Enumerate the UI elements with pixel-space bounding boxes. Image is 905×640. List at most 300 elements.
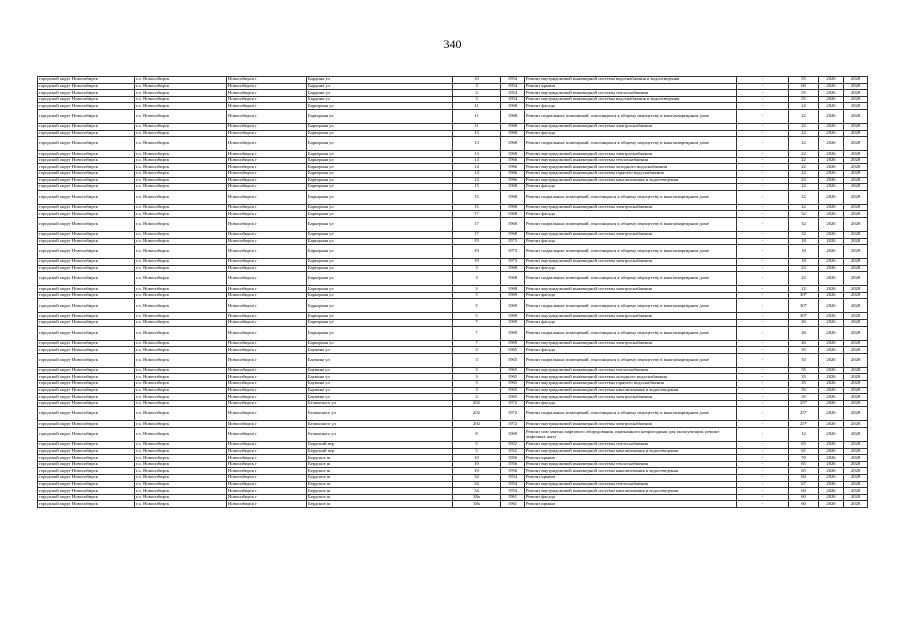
- cell-municipality: городской округ Новосибирск: [38, 170, 135, 177]
- cell-build-year: 1965: [501, 394, 525, 401]
- cell-build-year: 1968: [501, 151, 525, 158]
- cell-plan-end-year: 2028: [844, 190, 868, 204]
- cell-municipal-unit: г.о. Новосибирск: [135, 428, 227, 442]
- cell-dash-column: -: [737, 83, 789, 90]
- cell-service-life: 65: [789, 442, 819, 449]
- cell-dash-column: -: [737, 184, 789, 191]
- cell-plan-start-year: 2026: [819, 190, 844, 204]
- cell-settlement: Новосибирск г: [227, 204, 307, 211]
- cell-settlement: Новосибирск г: [227, 326, 307, 340]
- table-row: [38, 265, 868, 272]
- cell-house-number: 17: [453, 211, 501, 218]
- cell-plan-start-year: 2026: [819, 367, 844, 374]
- capital-repair-table: [37, 76, 868, 508]
- table-row: [38, 461, 868, 468]
- cell-settlement: Новосибирск г: [227, 407, 307, 421]
- cell-dash-column: -: [737, 211, 789, 218]
- cell-dash-column: -: [737, 313, 789, 320]
- cell-settlement: Новосибирск г: [227, 231, 307, 238]
- cell-service-life: 35: [789, 347, 819, 354]
- cell-plan-end-year: 2028: [844, 428, 868, 442]
- cell-build-year: 1973: [501, 245, 525, 259]
- cell-work-type: Ремонт фасада: [525, 211, 737, 218]
- cell-plan-end-year: 2028: [844, 374, 868, 381]
- cell-plan-end-year: 2028: [844, 313, 868, 320]
- cell-house-number: 17: [453, 217, 501, 231]
- cell-build-year: 1973: [501, 238, 525, 245]
- cell-plan-end-year: 2028: [844, 474, 868, 481]
- cell-dash-column: -: [737, 381, 789, 388]
- cell-municipal-unit: г.о. Новосибирск: [135, 468, 227, 475]
- cell-build-year: 1965: [501, 381, 525, 388]
- cell-street: Баумана ул: [307, 381, 453, 388]
- table-row: [38, 340, 868, 347]
- cell-dash-column: -: [737, 461, 789, 468]
- cell-build-year: 1972: [501, 407, 525, 421]
- cell-work-type: Ремонт внутридомовой инженерной системы электроснабжения: [525, 259, 737, 266]
- cell-build-year: 1968: [501, 265, 525, 272]
- cell-house-number: 5: [453, 313, 501, 320]
- cell-municipality: городской округ Новосибирск: [38, 468, 135, 475]
- cell-build-year: 1952: [501, 448, 525, 455]
- cell-settlement: Новосибирск г: [227, 292, 307, 299]
- cell-plan-end-year: 2028: [844, 326, 868, 340]
- cell-municipality: городской округ Новосибирск: [38, 501, 135, 508]
- cell-municipal-unit: г.о. Новосибирск: [135, 245, 227, 259]
- cell-plan-start-year: 2026: [819, 137, 844, 151]
- cell-build-year: 1968: [501, 272, 525, 286]
- table-row: [38, 90, 868, 97]
- cell-service-life: 22: [789, 272, 819, 286]
- cell-street: Барьерная ул: [307, 151, 453, 158]
- cell-work-type: Ремонт внутридомовой инженерной системы холодного водоснабжения: [525, 164, 737, 171]
- cell-municipality: городской округ Новосибирск: [38, 400, 135, 407]
- cell-street: Баумана ул: [307, 374, 453, 381]
- cell-dash-column: -: [737, 400, 789, 407]
- cell-build-year: 1972: [501, 421, 525, 428]
- table-row: [38, 488, 868, 495]
- cell-municipal-unit: г.о. Новосибирск: [135, 421, 227, 428]
- cell-municipal-unit: г.о. Новосибирск: [135, 367, 227, 374]
- cell-municipal-unit: г.о. Новосибирск: [135, 259, 227, 266]
- cell-municipality: городской округ Новосибирск: [38, 455, 135, 462]
- cell-settlement: Новосибирск г: [227, 103, 307, 110]
- cell-plan-start-year: 2026: [819, 299, 844, 313]
- cell-municipality: городской округ Новосибирск: [38, 103, 135, 110]
- cell-plan-start-year: 2026: [819, 387, 844, 394]
- cell-municipality: городской округ Новосибирск: [38, 387, 135, 394]
- cell-plan-end-year: 2028: [844, 137, 868, 151]
- cell-settlement: Новосибирск г: [227, 340, 307, 347]
- cell-service-life: 22: [789, 137, 819, 151]
- cell-build-year: 1969: [501, 320, 525, 327]
- cell-plan-end-year: 2028: [844, 381, 868, 388]
- cell-plan-start-year: 2026: [819, 461, 844, 468]
- cell-house-number: 3: [453, 83, 501, 90]
- cell-service-life: 18: [789, 245, 819, 259]
- cell-plan-end-year: 2028: [844, 455, 868, 462]
- cell-plan-start-year: 2026: [819, 353, 844, 367]
- cell-plan-start-year: 2026: [819, 217, 844, 231]
- cell-build-year: 1972: [501, 400, 525, 407]
- table-row: [38, 367, 868, 374]
- cell-work-type: Ремонт фасада: [525, 103, 737, 110]
- cell-build-year: 1969: [501, 428, 525, 442]
- cell-build-year: 1969: [501, 340, 525, 347]
- cell-plan-end-year: 2028: [844, 367, 868, 374]
- cell-plan-start-year: 2026: [819, 468, 844, 475]
- cell-house-number: 34: [453, 488, 501, 495]
- cell-dash-column: -: [737, 374, 789, 381]
- cell-house-number: 3: [453, 90, 501, 97]
- cell-service-life: 35: [789, 374, 819, 381]
- cell-street: Барьерная ул: [307, 204, 453, 211]
- cell-house-number: 7: [453, 340, 501, 347]
- cell-settlement: Новосибирск г: [227, 299, 307, 313]
- cell-service-life: 22: [789, 265, 819, 272]
- cell-municipality: городской округ Новосибирск: [38, 177, 135, 184]
- cell-dash-column: -: [737, 190, 789, 204]
- cell-service-life: 67: [789, 481, 819, 488]
- cell-plan-end-year: 2028: [844, 130, 868, 137]
- cell-municipal-unit: г.о. Новосибирск: [135, 137, 227, 151]
- cell-plan-end-year: 2028: [844, 481, 868, 488]
- cell-settlement: Новосибирск г: [227, 164, 307, 171]
- cell-municipal-unit: г.о. Новосибирск: [135, 265, 227, 272]
- cell-municipal-unit: г.о. Новосибирск: [135, 157, 227, 164]
- cell-dash-column: -: [737, 367, 789, 374]
- cell-municipal-unit: г.о. Новосибирск: [135, 347, 227, 354]
- table-row: [38, 387, 868, 394]
- table-row: [38, 501, 868, 508]
- cell-plan-end-year: 2028: [844, 299, 868, 313]
- table-row: [38, 170, 868, 177]
- cell-plan-start-year: 2026: [819, 96, 844, 103]
- cell-dash-column: -: [737, 170, 789, 177]
- cell-plan-end-year: 2028: [844, 90, 868, 97]
- cell-plan-start-year: 2026: [819, 90, 844, 97]
- cell-municipality: городской округ Новосибирск: [38, 347, 135, 354]
- cell-work-type: Ремонт крыши: [525, 474, 737, 481]
- cell-street: Барьерная ул: [307, 299, 453, 313]
- cell-settlement: Новосибирск г: [227, 109, 307, 123]
- cell-dash-column: -: [737, 259, 789, 266]
- table-row: [38, 137, 868, 151]
- cell-municipal-unit: г.о. Новосибирск: [135, 461, 227, 468]
- cell-plan-start-year: 2026: [819, 455, 844, 462]
- cell-work-type: Ремонт фасада: [525, 320, 737, 327]
- cell-build-year: 1954: [501, 90, 525, 97]
- table-row: [38, 442, 868, 449]
- cell-street: Баумана ул: [307, 353, 453, 367]
- cell-settlement: Новосибирск г: [227, 313, 307, 320]
- cell-municipality: городской округ Новосибирск: [38, 204, 135, 211]
- cell-build-year: 1965: [501, 347, 525, 354]
- cell-plan-start-year: 2026: [819, 259, 844, 266]
- cell-work-type: Ремонт внутридомовой инженерной системы теплоснабжения: [525, 367, 737, 374]
- cell-house-number: 8: [453, 428, 501, 442]
- cell-dash-column: -: [737, 299, 789, 313]
- cell-work-type: Ремонт или замена лифтового оборудования, признанного непригодным для эксплуатации, ремонт лифтовых шахт: [525, 428, 737, 442]
- cell-settlement: Новосибирск г: [227, 494, 307, 501]
- cell-work-type: Ремонт внутридомовой инженерной системы канализования и водоотведения: [525, 177, 737, 184]
- cell-house-number: 38а: [453, 501, 501, 508]
- table-row: [38, 177, 868, 184]
- cell-municipality: городской округ Новосибирск: [38, 326, 135, 340]
- cell-plan-start-year: 2026: [819, 109, 844, 123]
- cell-municipality: городской округ Новосибирск: [38, 190, 135, 204]
- table-row: [38, 157, 868, 164]
- cell-municipal-unit: г.о. Новосибирск: [135, 83, 227, 90]
- cell-plan-start-year: 2026: [819, 245, 844, 259]
- cell-house-number: 15: [453, 204, 501, 211]
- cell-plan-start-year: 2026: [819, 347, 844, 354]
- cell-municipal-unit: г.о. Новосибирск: [135, 204, 227, 211]
- cell-service-life: 22: [789, 184, 819, 191]
- table-row: [38, 103, 868, 110]
- cell-service-life: 22: [789, 109, 819, 123]
- cell-work-type: Ремонт внутридомовой инженерной системы электроснабжения: [525, 151, 737, 158]
- cell-settlement: Новосибирск г: [227, 448, 307, 455]
- cell-municipal-unit: г.о. Новосибирск: [135, 474, 227, 481]
- cell-plan-start-year: 2026: [819, 157, 844, 164]
- table-row: [38, 190, 868, 204]
- cell-settlement: Новосибирск г: [227, 421, 307, 428]
- cell-dash-column: -: [737, 442, 789, 449]
- cell-street: Баумана ул: [307, 394, 453, 401]
- cell-dash-column: -: [737, 387, 789, 394]
- cell-house-number: 202: [453, 407, 501, 421]
- cell-build-year: 1968: [501, 137, 525, 151]
- cell-house-number: 10: [453, 468, 501, 475]
- cell-dash-column: -: [737, 217, 789, 231]
- cell-settlement: Новосибирск г: [227, 170, 307, 177]
- cell-municipal-unit: г.о. Новосибирск: [135, 340, 227, 347]
- cell-dash-column: -: [737, 481, 789, 488]
- cell-plan-start-year: 2026: [819, 407, 844, 421]
- cell-build-year: 1965: [501, 387, 525, 394]
- cell-plan-start-year: 2026: [819, 204, 844, 211]
- table-row: [38, 394, 868, 401]
- cell-service-life: 35: [789, 367, 819, 374]
- cell-municipality: городской округ Новосибирск: [38, 137, 135, 151]
- cell-settlement: Новосибирск г: [227, 272, 307, 286]
- cell-municipality: городской округ Новосибирск: [38, 381, 135, 388]
- cell-plan-end-year: 2028: [844, 461, 868, 468]
- cell-plan-start-year: 2026: [819, 313, 844, 320]
- cell-street: Барьерная ул: [307, 320, 453, 327]
- cell-dash-column: -: [737, 238, 789, 245]
- cell-municipality: городской округ Новосибирск: [38, 474, 135, 481]
- table-body: [38, 77, 868, 508]
- cell-build-year: 1954: [501, 96, 525, 103]
- cell-municipality: городской округ Новосибирск: [38, 96, 135, 103]
- cell-house-number: 3: [453, 353, 501, 367]
- cell-plan-start-year: 2026: [819, 481, 844, 488]
- cell-settlement: Новосибирск г: [227, 286, 307, 293]
- cell-house-number: 15: [453, 190, 501, 204]
- cell-work-type: Ремонт подвальных помещений, относящихся к общему имуществу в многоквартирном доме: [525, 353, 737, 367]
- cell-work-type: Ремонт внутридомовой инженерной системы электроснабжения: [525, 421, 737, 428]
- table-row: [38, 83, 868, 90]
- cell-plan-start-year: 2026: [819, 286, 844, 293]
- table-row: [38, 407, 868, 421]
- cell-build-year: 1956: [501, 455, 525, 462]
- cell-street: Белинского ул: [307, 400, 453, 407]
- cell-street: Бердское ш: [307, 481, 453, 488]
- table-row: [38, 299, 868, 313]
- cell-house-number: 5: [453, 448, 501, 455]
- cell-street: Бердское ш: [307, 488, 453, 495]
- cell-house-number: 3: [453, 387, 501, 394]
- cell-plan-start-year: 2026: [819, 292, 844, 299]
- cell-municipal-unit: г.о. Новосибирск: [135, 326, 227, 340]
- cell-service-life: 55: [789, 96, 819, 103]
- cell-work-type: Ремонт внутридомовой инженерной системы водоснабжения и водоотведения: [525, 77, 737, 84]
- cell-municipality: городской округ Новосибирск: [38, 123, 135, 130]
- cell-plan-start-year: 2026: [819, 177, 844, 184]
- cell-work-type: Ремонт внутридомовой инженерной системы электроснабжения: [525, 123, 737, 130]
- cell-plan-end-year: 2028: [844, 83, 868, 90]
- cell-settlement: Новосибирск г: [227, 468, 307, 475]
- cell-plan-start-year: 2026: [819, 123, 844, 130]
- cell-service-life: 26: [789, 326, 819, 340]
- cell-house-number: 14: [453, 177, 501, 184]
- cell-work-type: Ремонт внутридомовой инженерной системы электроснабжения: [525, 340, 737, 347]
- cell-plan-end-year: 2028: [844, 407, 868, 421]
- cell-municipality: городской округ Новосибирск: [38, 77, 135, 84]
- cell-municipal-unit: г.о. Новосибирск: [135, 320, 227, 327]
- cell-street: Бердское ш: [307, 468, 453, 475]
- cell-work-type: Ремонт внутридомовой инженерной системы канализования и водоотведения: [525, 387, 737, 394]
- cell-municipal-unit: г.о. Новосибирск: [135, 299, 227, 313]
- cell-dash-column: -: [737, 177, 789, 184]
- cell-build-year: 1968: [501, 204, 525, 211]
- cell-dash-column: -: [737, 326, 789, 340]
- cell-municipal-unit: г.о. Новосибирск: [135, 170, 227, 177]
- cell-municipality: городской округ Новосибирск: [38, 184, 135, 191]
- cell-work-type: Ремонт фасада: [525, 265, 737, 272]
- cell-service-life: 65: [789, 468, 819, 475]
- cell-municipal-unit: г.о. Новосибирск: [135, 96, 227, 103]
- cell-municipal-unit: г.о. Новосибирск: [135, 481, 227, 488]
- cell-house-number: 38а: [453, 494, 501, 501]
- cell-plan-start-year: 2026: [819, 184, 844, 191]
- cell-street: Барьерная ул: [307, 313, 453, 320]
- cell-plan-start-year: 2026: [819, 494, 844, 501]
- cell-plan-end-year: 2028: [844, 77, 868, 84]
- table-row: [38, 130, 868, 137]
- cell-plan-end-year: 2028: [844, 177, 868, 184]
- cell-service-life: 32: [789, 211, 819, 218]
- cell-plan-end-year: 2028: [844, 164, 868, 171]
- cell-build-year: 1968: [501, 286, 525, 293]
- cell-house-number: 5: [453, 442, 501, 449]
- cell-settlement: Новосибирск г: [227, 387, 307, 394]
- table-row: [38, 428, 868, 442]
- cell-dash-column: -: [737, 77, 789, 84]
- cell-plan-start-year: 2026: [819, 428, 844, 442]
- cell-municipality: городской округ Новосибирск: [38, 211, 135, 218]
- cell-service-life: 22: [789, 177, 819, 184]
- cell-build-year: 1968: [501, 109, 525, 123]
- cell-build-year: 1954: [501, 481, 525, 488]
- cell-street: Барьерная ул: [307, 123, 453, 130]
- cell-service-life: 18: [789, 238, 819, 245]
- cell-house-number: 5: [453, 292, 501, 299]
- cell-street: Барьерная ул: [307, 265, 453, 272]
- cell-municipal-unit: г.о. Новосибирск: [135, 77, 227, 84]
- cell-plan-end-year: 2028: [844, 353, 868, 367]
- table-row: [38, 238, 868, 245]
- cell-municipal-unit: г.о. Новосибирск: [135, 184, 227, 191]
- cell-service-life: 55: [789, 90, 819, 97]
- cell-municipality: городской округ Новосибирск: [38, 157, 135, 164]
- cell-settlement: Новосибирск г: [227, 217, 307, 231]
- cell-dash-column: -: [737, 394, 789, 401]
- cell-work-type: Ремонт фасада: [525, 292, 737, 299]
- cell-municipality: городской округ Новосибирск: [38, 313, 135, 320]
- cell-house-number: 10: [453, 77, 501, 84]
- cell-street: Бердское ш: [307, 461, 453, 468]
- cell-municipal-unit: г.о. Новосибирск: [135, 123, 227, 130]
- cell-dash-column: -: [737, 164, 789, 171]
- cell-dash-column: -: [737, 137, 789, 151]
- cell-settlement: Новосибирск г: [227, 353, 307, 367]
- table-row: [38, 381, 868, 388]
- cell-plan-end-year: 2028: [844, 265, 868, 272]
- cell-dash-column: -: [737, 151, 789, 158]
- cell-plan-start-year: 2026: [819, 381, 844, 388]
- cell-municipality: городской округ Новосибирск: [38, 442, 135, 449]
- cell-house-number: 3: [453, 381, 501, 388]
- cell-plan-end-year: 2028: [844, 494, 868, 501]
- cell-house-number: 3: [453, 347, 501, 354]
- cell-work-type: Ремонт фасада: [525, 400, 737, 407]
- cell-work-type: Ремонт фасада: [525, 494, 737, 501]
- cell-municipal-unit: г.о. Новосибирск: [135, 103, 227, 110]
- cell-dash-column: -: [737, 455, 789, 462]
- table-row: [38, 292, 868, 299]
- cell-plan-end-year: 2028: [844, 123, 868, 130]
- cell-street: Белинского ул: [307, 421, 453, 428]
- cell-municipality: городской округ Новосибирск: [38, 164, 135, 171]
- cell-street: Барьерная ул: [307, 340, 453, 347]
- cell-build-year: 1965: [501, 374, 525, 381]
- cell-house-number: 14: [453, 170, 501, 177]
- cell-service-life: 32: [789, 231, 819, 238]
- cell-service-life: 65: [789, 461, 819, 468]
- cell-plan-end-year: 2028: [844, 170, 868, 177]
- cell-build-year: 1966: [501, 164, 525, 171]
- cell-street: Барьерная ул: [307, 184, 453, 191]
- cell-dash-column: -: [737, 494, 789, 501]
- cell-municipality: городской округ Новосибирск: [38, 481, 135, 488]
- cell-street: Барьерная ул: [307, 137, 453, 151]
- cell-plan-start-year: 2026: [819, 442, 844, 449]
- cell-street: Баумана ул: [307, 367, 453, 374]
- cell-house-number: 11: [453, 123, 501, 130]
- cell-dash-column: -: [737, 265, 789, 272]
- cell-plan-end-year: 2028: [844, 245, 868, 259]
- cell-plan-start-year: 2026: [819, 340, 844, 347]
- cell-municipality: городской округ Новосибирск: [38, 83, 135, 90]
- cell-street: Бердский пер: [307, 448, 453, 455]
- cell-work-type: Ремонт внутридомовой инженерной системы теплоснабжения: [525, 157, 737, 164]
- cell-house-number: 19: [453, 259, 501, 266]
- cell-plan-end-year: 2028: [844, 501, 868, 508]
- cell-plan-end-year: 2028: [844, 96, 868, 103]
